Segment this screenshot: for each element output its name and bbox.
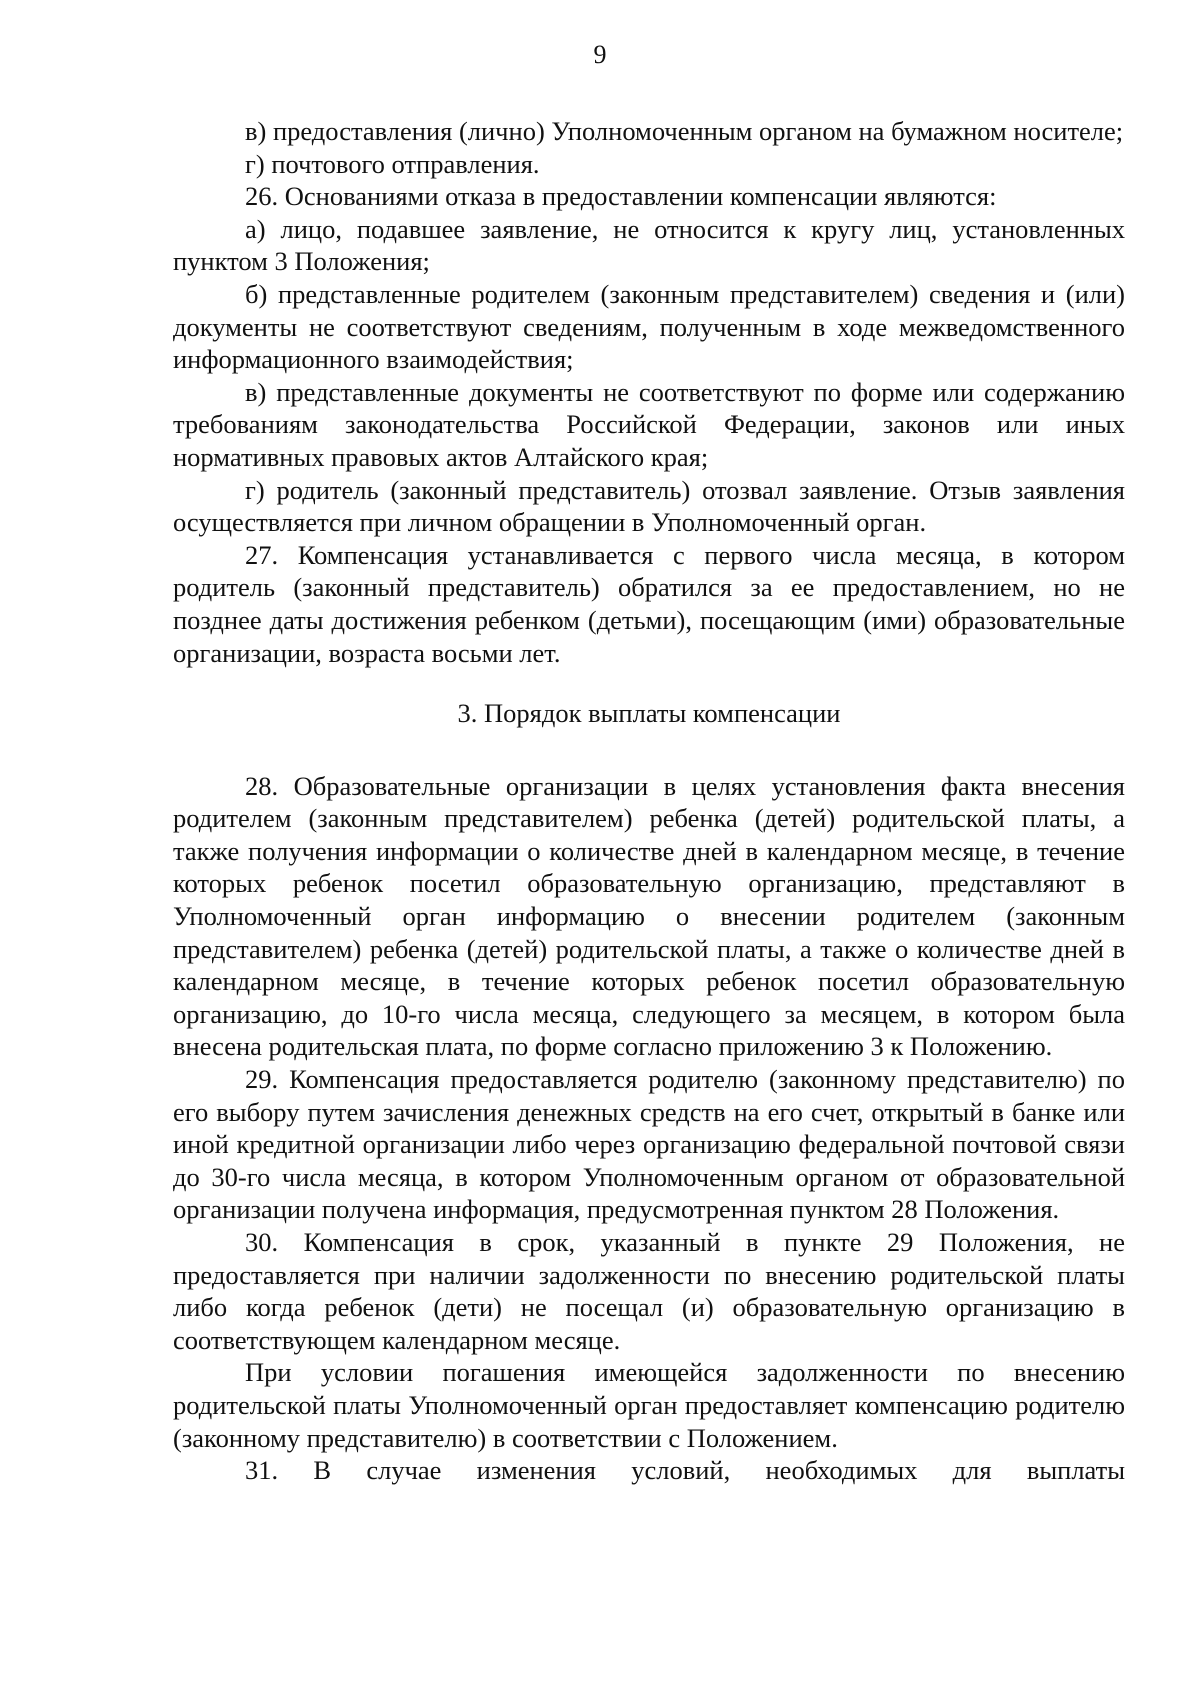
- paragraph-30: 30. Компенсация в срок, указанный в пункте 29 Положения, не предоставляется при наличии задолженности по внесению родительской платы либо когда ребенок (дети) не посещал (и) образовательную организацию в соответствующем календарном месяце.: [173, 1227, 1125, 1355]
- paragraph-26a: а) лицо, подавшее заявление, не относится к кругу лиц, установленных пунктом 3 Положения;: [173, 213, 1125, 277]
- paragraph-28: 28. Образовательные организации в целях установления факта внесения родителем (законным представителем) ребенка (детей) родительской платы, а также получения информации о количестве дней в календарном месяце, в течение которых ребенок посетил образовательную организацию, представляют в Уполномоченный орган информацию о внесении родителем (законным представителем) ребенка (детей) родительской платы, а также о количестве дней в календарном месяце, в течение которых ребенок посетил образовательную организацию, до 10-го числа месяца, следующего за месяцем, в котором была внесена родительская плата, по форме согласно приложению 3 к Положению.: [173, 770, 1125, 1062]
- paragraph-31: 31. В случае изменения условий, необходимых для выплаты: [245, 1455, 1125, 1486]
- paragraph-26g: г) родитель (законный представитель) отозвал заявление. Отзыв заявления осуществляется при личном обращении в Уполномоченный орган.: [173, 474, 1125, 538]
- paragraph-26: 26. Основаниями отказа в предоставлении компенсации являются:: [245, 181, 997, 212]
- paragraph-29: 29. Компенсация предоставляется родителю (законному представителю) по его выбору путем зачисления денежных средств на его счет, открытый в банке или иной кредитной организации либо через организацию федеральной почтовой связи до 30-го числа месяца, в котором Уполномоченным органом от образовательной организации получена информация, предусмотренная пунктом 28 Положения.: [173, 1064, 1125, 1225]
- document-body: [173, 115, 1125, 1487]
- paragraph-26v: в) представленные документы не соответствуют по форме или содержанию требованиям законодательства Российской Федерации, законов или иных нормативных правовых актов Алтайского края;: [173, 376, 1125, 472]
- paragraph-27: 27. Компенсация устанавливается с первого числа месяца, в котором родитель (законный представитель) обратился за ее предоставлением, но не позднее даты достижения ребенком (детьми), посещающим (ими) образовательные организации, возраста восьми лет.: [173, 539, 1125, 668]
- paragraph-25g: г) почтового отправления.: [245, 148, 540, 179]
- paragraph-30-cont: При условии погашения имеющейся задолженности по внесению родительской платы Уполномоченный орган предоставляет компенсацию родителю (законному представителю) в соответствии с Положением.: [173, 1357, 1125, 1453]
- paragraph-25v: в) предоставления (лично) Уполномоченным органом на бумажном носителе;: [245, 116, 1124, 146]
- page-number: 9: [593, 40, 607, 69]
- paragraph-26b: б) представленные родителем (законным представителем) сведения и (или) документы не соответствуют сведениям, полученным в ходе межведомственного информационного взаимодействия;: [173, 278, 1125, 375]
- section-heading: 3. Порядок выплаты компенсации: [457, 698, 841, 729]
